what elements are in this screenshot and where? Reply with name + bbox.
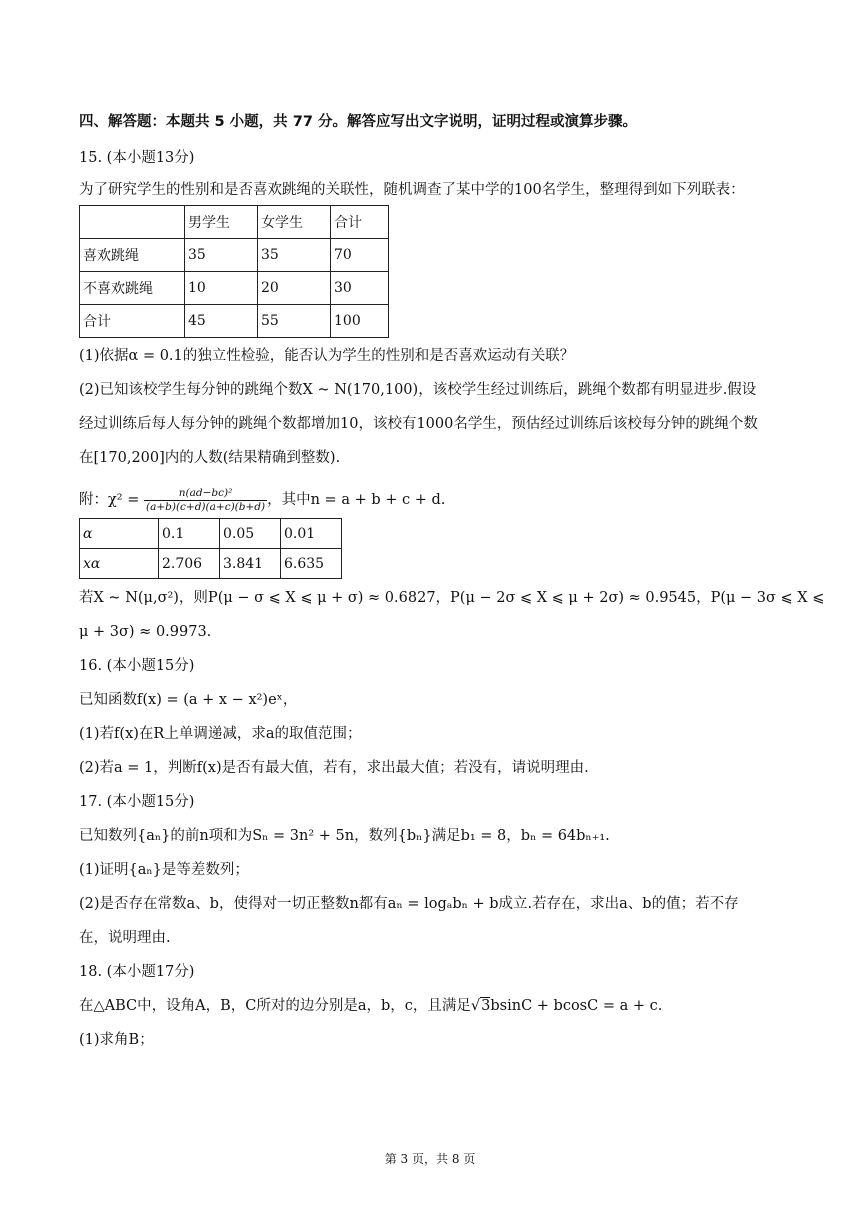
q15-part2-line3: 在[170,200]内的人数(结果精确到整数).: [79, 450, 341, 466]
chi-square-note: [79, 486, 445, 514]
q18-part1: (1)求角B；: [79, 1032, 154, 1048]
table-cell: 0.1: [159, 519, 220, 549]
chi-square-fraction: [144, 487, 267, 514]
q16-part1: (1)若f(x)在R上单调递减，求a的取值范围；: [79, 726, 362, 742]
table-cell: 2.706: [159, 549, 220, 579]
table-cell: 35: [185, 239, 258, 272]
normal-note-line2: μ + 3σ) ≈ 0.9973.: [79, 624, 212, 640]
table-cell: [80, 206, 185, 239]
table-row: [80, 272, 389, 305]
q15-label: 15. (本小题13分): [79, 150, 195, 166]
q16-stem: 已知函数f(x) = (a + x − x²)eˣ，: [79, 692, 298, 708]
table-cell: 0.05: [220, 519, 281, 549]
table-cell: 男学生: [185, 206, 258, 239]
table-row: [80, 239, 389, 272]
table-cell: 55: [258, 305, 331, 338]
q15-intro: 为了研究学生的性别和是否喜欢跳绳的关联性，随机调查了某中学的100名学生，整理得到如下列联表：: [79, 182, 745, 198]
table-cell: 6.635: [281, 549, 342, 579]
table-row: [80, 305, 389, 338]
table-cell: 70: [331, 239, 389, 272]
table-cell: 30: [331, 272, 389, 305]
note-prefix: 附：χ² =: [79, 492, 144, 508]
q18-stem: [79, 996, 662, 1016]
normal-note-line1: 若X ~ N(μ,σ²)，则P(μ − σ ⩽ X ⩽ μ + σ) ≈ 0.6827，P(μ − 2σ ⩽ X ⩽ μ + 2σ) ≈ 0.9545，P(μ − 3σ ⩽ X ⩽: [79, 590, 825, 606]
q18-stem-prefix: 在△ABC中，设角A，B，C所对的边分别是a，b，c，且满足√: [79, 998, 481, 1014]
table-cell: 合计: [80, 305, 185, 338]
fraction-denominator: (a+b)(c+d)(a+c)(b+d): [145, 500, 266, 513]
q18-stem-suffix: bsinC + bcosC = a + c.: [490, 998, 663, 1014]
q17-part2-line2: 在，说明理由.: [79, 930, 171, 946]
table-cell: xα: [80, 549, 159, 579]
table-cell: 10: [185, 272, 258, 305]
q17-stem: 已知数列{aₙ}的前n项和为Sₙ = 3n² + 5n，数列{bₙ}满足b₁ = 8，bₙ = 64bₙ₊₁.: [79, 828, 610, 844]
table-cell: 不喜欢跳绳: [80, 272, 185, 305]
table-cell: 0.01: [281, 519, 342, 549]
q18-label: 18. (本小题17分): [79, 964, 195, 980]
q15-part1: (1)依据α = 0.1的独立性检验，能否认为学生的性别和是否喜欢运动有关联？: [79, 348, 575, 364]
q17-label: 17. (本小题15分): [79, 794, 195, 810]
table-cell: 35: [258, 239, 331, 272]
note-suffix: ，其中n = a + b + c + d.: [267, 492, 446, 508]
table-cell: 100: [331, 305, 389, 338]
section-heading: 四、解答题：本题共 5 小题，共 77 分。解答应写出文字说明，证明过程或演算步骤。: [79, 114, 637, 130]
table-cell: 20: [258, 272, 331, 305]
q15-part2-line2: 经过训练后每人每分钟的跳绳个数都增加10，该校有1000名学生，预估经过训练后该校每分钟的跳绳个数: [79, 416, 758, 432]
contingency-table: [79, 205, 389, 338]
q15-part2-line1: (2)已知该校学生每分钟的跳绳个数X ~ N(170,100)，该校学生经过训练后，跳绳个数都有明显进步.假设: [79, 382, 757, 398]
table-cell: 喜欢跳绳: [80, 239, 185, 272]
q17-part1: (1)证明{aₙ}是等差数列；: [79, 862, 249, 878]
page-footer: 第 3 页，共 8 页: [384, 1152, 476, 1166]
table-cell: 女学生: [258, 206, 331, 239]
table-cell: α: [80, 519, 159, 549]
critical-value-table: [79, 518, 342, 579]
q16-part2: (2)若a = 1，判断f(x)是否有最大值，若有，求出最大值；若没有，请说明理由.: [79, 760, 589, 776]
table-cell: 45: [185, 305, 258, 338]
table-row: [80, 549, 342, 579]
table-cell: 3.841: [220, 549, 281, 579]
fraction-numerator: n(ad−bc)²: [144, 487, 267, 501]
q17-part2-line1: (2)是否存在常数a、b，使得对一切正整数n都有aₙ = logₐbₙ + b成立.若存在，求出a、b的值；若不存: [79, 896, 739, 912]
table-row: [80, 519, 342, 549]
sqrt-radicand: 3: [481, 998, 491, 1014]
table-cell: 合计: [331, 206, 389, 239]
q16-label: 16. (本小题15分): [79, 658, 195, 674]
